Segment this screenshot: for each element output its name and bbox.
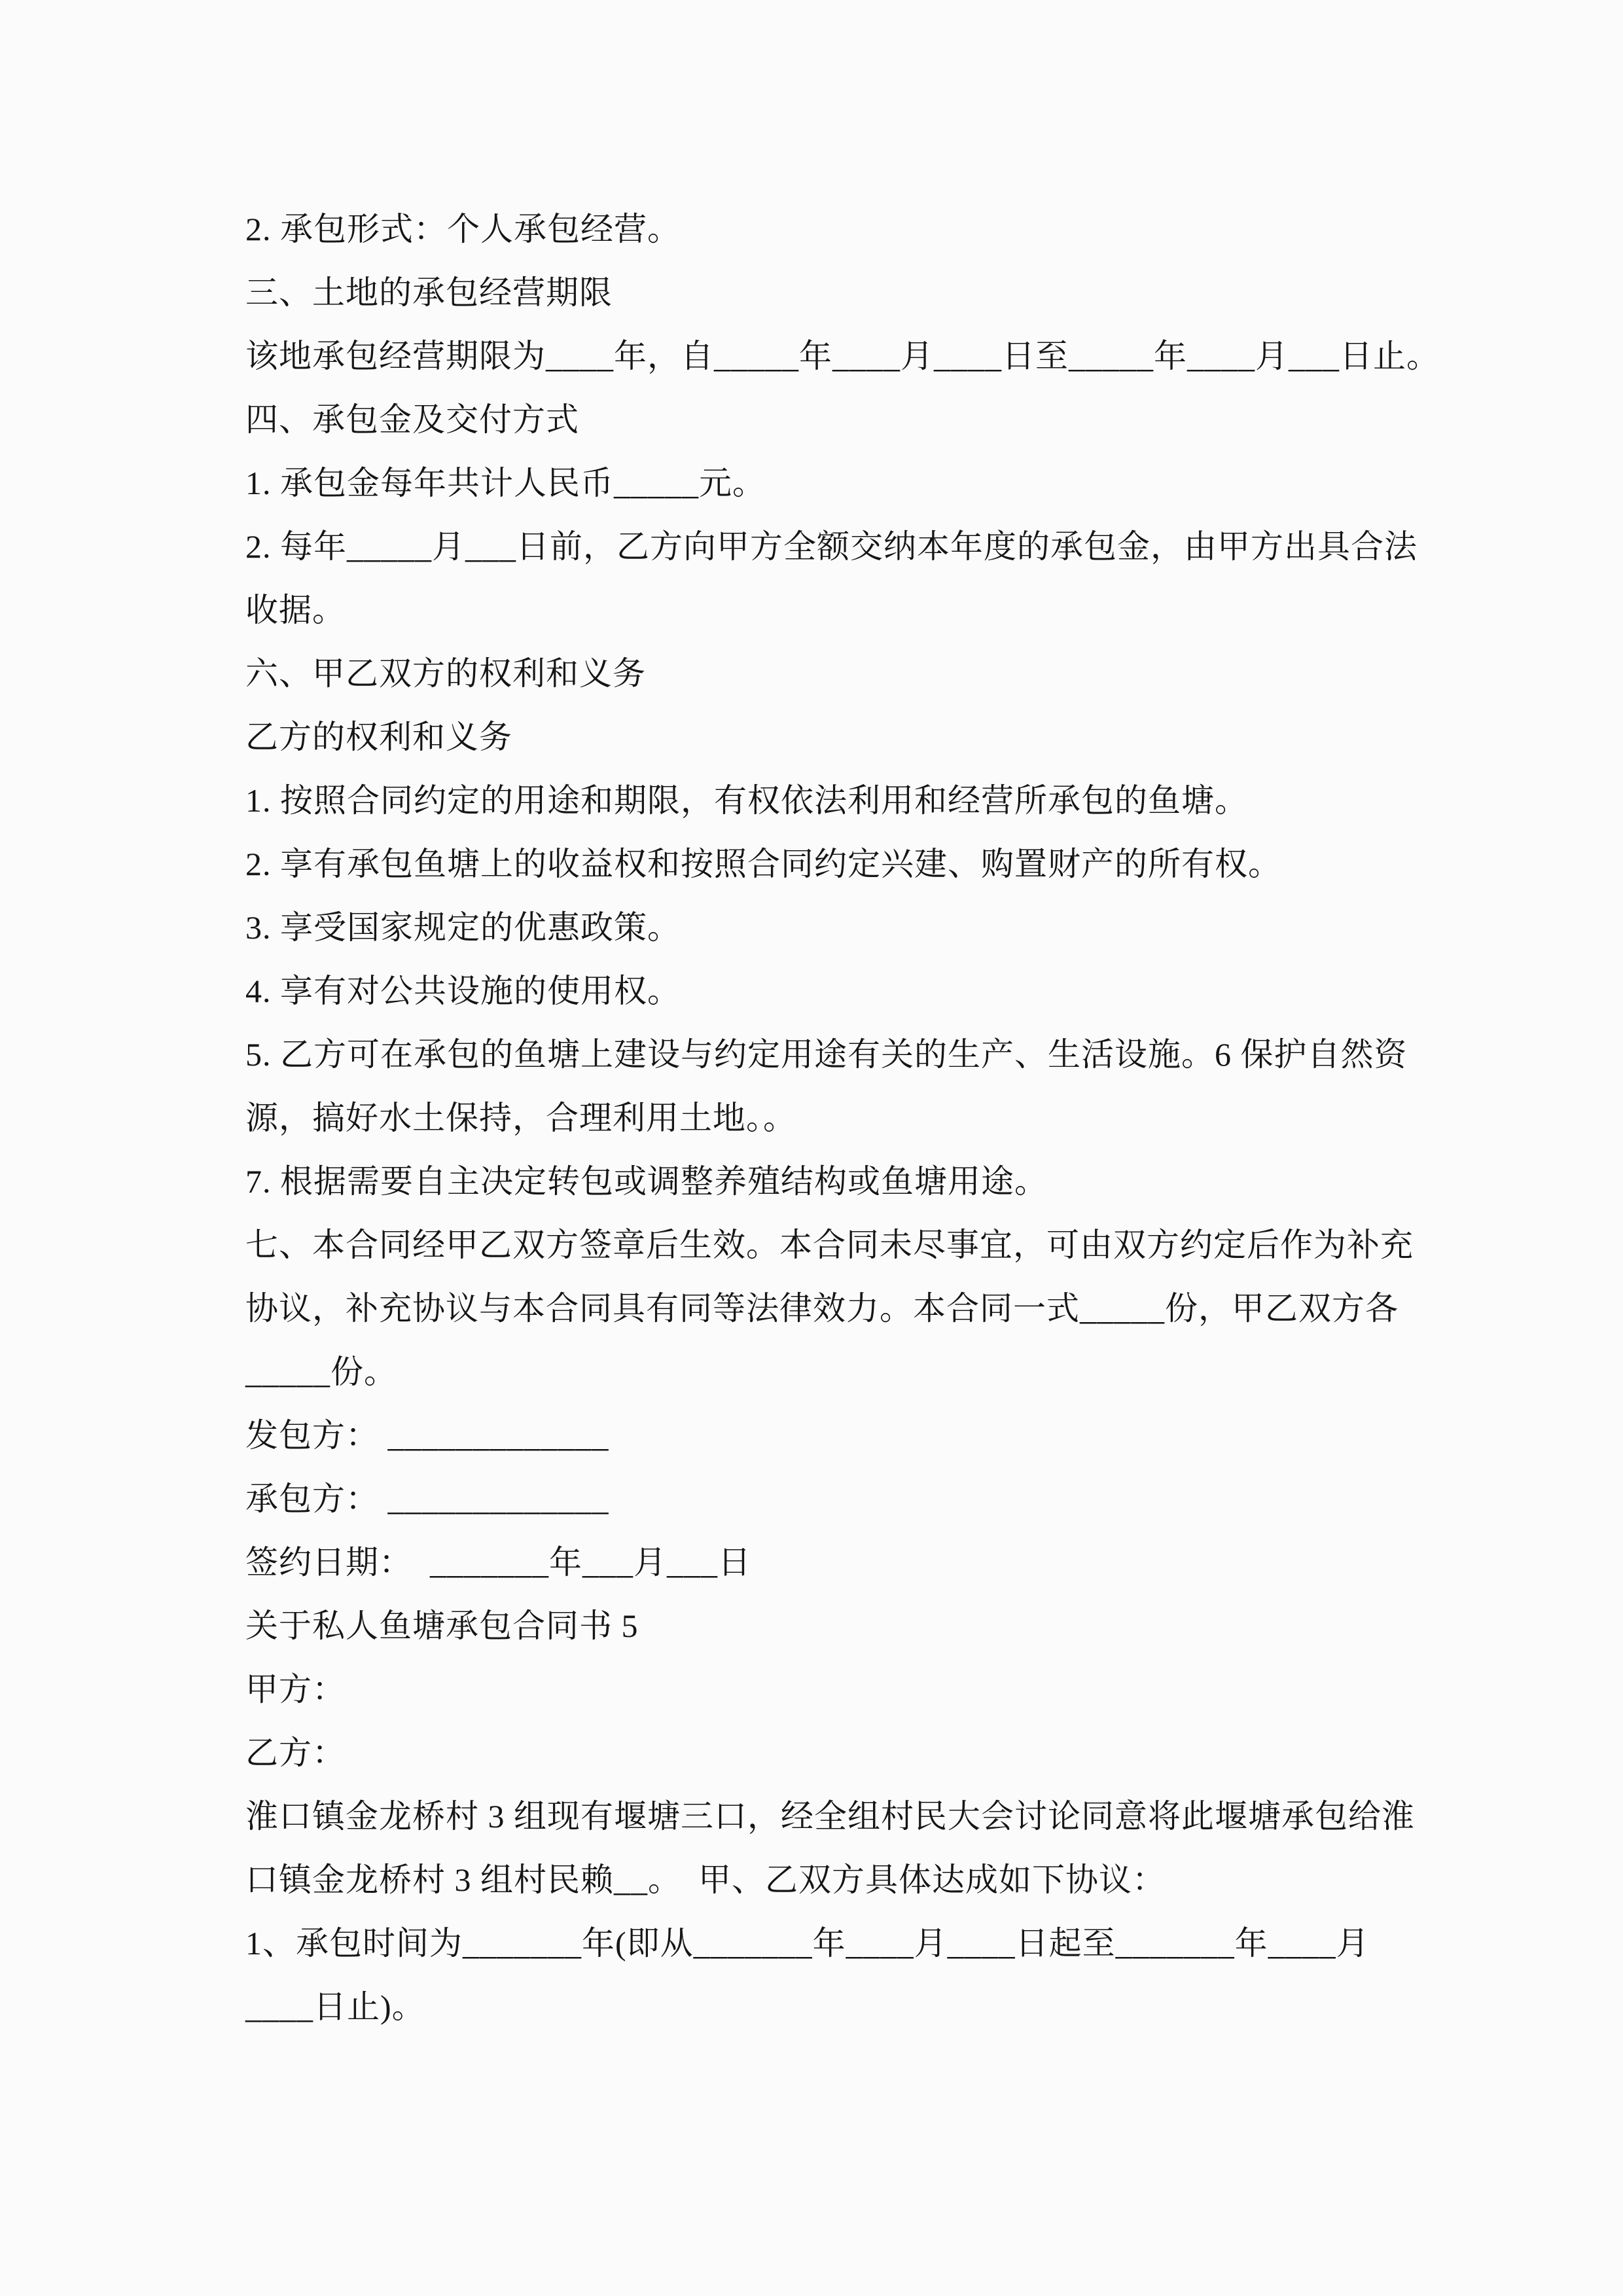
- document-line: 5. 乙方可在承包的鱼塘上建设与约定用途有关的生产、生活设施。6 保护自然资: [245, 1036, 1408, 1073]
- document-line: 1. 承包金每年共计人民币_____元。: [245, 465, 766, 501]
- document-line: 甲方：: [245, 1671, 346, 1708]
- document-line: 七、本合同经甲乙双方签章后生效。本合同未尽事宜，可由双方约定后作为补充: [245, 1227, 1414, 1263]
- document-line: 六、甲乙双方的权利和义务: [245, 655, 646, 692]
- document-content: [245, 198, 1440, 2039]
- document-line: 签约日期： _______年___月___日: [245, 1544, 751, 1581]
- document-line: _____份。: [245, 1354, 397, 1390]
- document-line: 三、土地的承包经营期限: [245, 274, 613, 311]
- document-line: 承包方： _____________: [245, 1480, 609, 1517]
- document-line: 源，搞好水土保持，合理利用土地。。: [245, 1100, 796, 1136]
- document-line: 发包方： _____________: [245, 1417, 609, 1454]
- document-line: 4. 享有对公共设施的使用权。: [245, 973, 681, 1009]
- document-line: 淮口镇金龙桥村 3 组现有堰塘三口，经全组村民大会讨论同意将此堰塘承包给淮: [245, 1798, 1415, 1835]
- document-line: 协议，补充协议与本合同具有同等法律效力。本合同一式_____份，甲乙双方各: [245, 1290, 1399, 1327]
- document-line: 2. 承包形式：个人承包经营。: [245, 211, 681, 247]
- document-line: 收据。: [245, 592, 346, 628]
- document-line: 关于私人鱼塘承包合同书 5: [245, 1607, 639, 1644]
- document-line: 7. 根据需要自主决定转包或调整养殖结构或鱼塘用途。: [245, 1163, 1048, 1200]
- document-line: ____日止)。: [245, 1988, 425, 2025]
- document-line: 1. 按照合同约定的用途和期限，有权依法利用和经营所承包的鱼塘。: [245, 782, 1248, 819]
- document-line: 四、承包金及交付方式: [245, 401, 579, 438]
- document-line: 该地承包经营期限为____年，自_____年____月____日至_____年____月___日止。: [245, 338, 1440, 374]
- document-line: 口镇金龙桥村 3 组村民赖__。 甲、乙双方具体达成如下协议：: [245, 1861, 1166, 1898]
- document-line: 2. 享有承包鱼塘上的收益权和按照合同约定兴建、购置财产的所有权。: [245, 846, 1281, 882]
- document-line: 2. 每年_____月___日前，乙方向甲方全额交纳本年度的承包金，由甲方出具合法: [245, 528, 1418, 565]
- document-line: 乙方：: [245, 1734, 346, 1771]
- document-line: 1、承包时间为_______年(即从_______年____月____日起至_______年____月: [245, 1925, 1370, 1962]
- document-line: 3. 享受国家规定的优惠政策。: [245, 909, 681, 946]
- document-line: 乙方的权利和义务: [245, 719, 512, 755]
